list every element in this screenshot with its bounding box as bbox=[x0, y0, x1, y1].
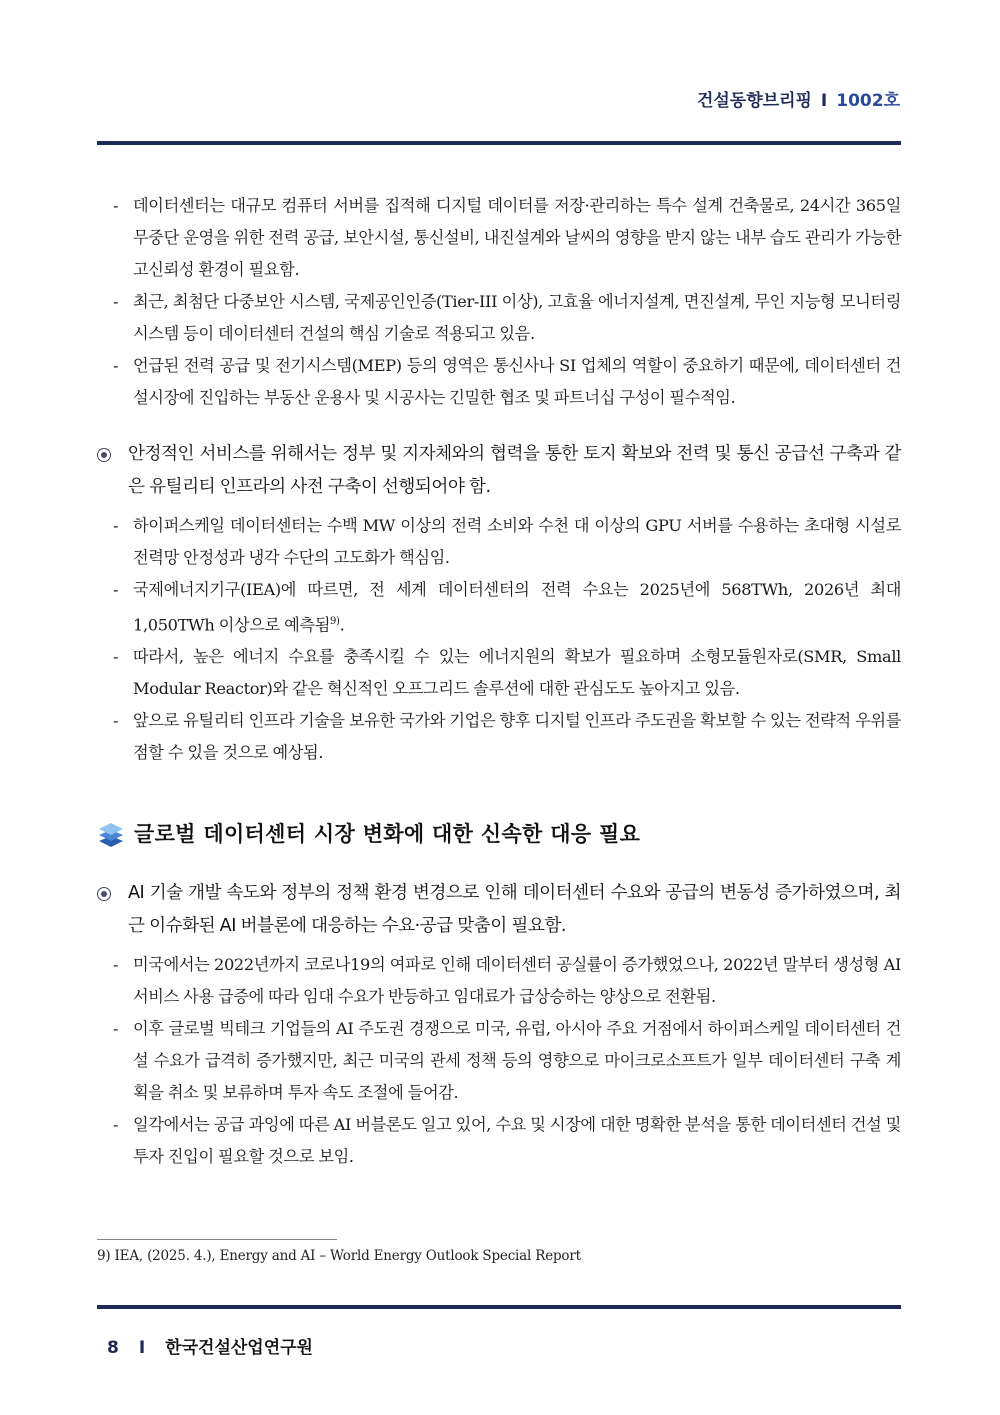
dash-marker: - bbox=[113, 292, 119, 311]
bottom-rule bbox=[97, 1305, 901, 1309]
top-rule bbox=[97, 141, 901, 145]
list-item: - 최근, 최첨단 다중보안 시스템, 국제공인인증(Tier-III 이상), 고효율 에너지설계, 면진설계, 무인 지능형 모니터링 시스템 등이 데이터센터 건설의 핵심 기술로 적용되고 있음. bbox=[97, 286, 901, 350]
list-item: - 앞으로 유틸리티 인프라 기술을 보유한 국가와 기업은 향후 디지털 인프라 주도권을 확보할 수 있는 전략적 우위를 점할 수 있을 것으로 예상됨. bbox=[97, 705, 901, 769]
dash-marker: - bbox=[113, 1115, 119, 1135]
footnote-reference[interactable]: 9) bbox=[330, 616, 340, 627]
section-title: 글로벌 데이터센터 시장 변화에 대한 신속한 대응 필요 bbox=[134, 822, 641, 847]
circle-bullet-icon bbox=[97, 887, 111, 901]
list-item: - 국제에너지기구(IEA)에 따르면, 전 세계 데이터센터의 전력 수요는 2025년에 568TWh, 2026년 최대 1,050TWh 이상으로 예측됨$^{9)}$. bbox=[97, 574, 901, 641]
running-header bbox=[697, 86, 900, 111]
dash-marker: - bbox=[113, 356, 119, 375]
header-separator: I bbox=[820, 91, 828, 111]
list-item: - 일각에서는 공급 과잉에 따른 AI 버블론도 일고 있어, 수요 및 시장에 대한 명확한 분석을 통한 데이터센터 건설 및 투자 진입이 필요할 것으로 보임. bbox=[97, 1109, 901, 1173]
footnote: 9) IEA, (2025. 4.), Energy and AI – World Energy Outlook Special Report bbox=[97, 1248, 581, 1264]
layers-icon bbox=[97, 821, 125, 849]
list-item: - 데이터센터는 대규모 컴퓨터 서버를 집적해 디지털 데이터를 저장·관리하는 특수 설계 건축물로, 24시간 365일 무중단 운영을 위한 전력 공급, 보안시설, 통신설비, 내진설계와 날씨의 영향을 받지 않는 내부 습도 관리가 가능한 고신뢰성 환경이 필요함. bbox=[97, 190, 901, 286]
header-title: 건설동향브리핑 bbox=[696, 91, 812, 111]
list-item: - 하이퍼스케일 데이터센터는 수백 MW 이상의 전력 소비와 수천 대 이상의 GPU 서버를 수용하는 초대형 시설로 전력망 안정성과 냉각 수단의 고도화가 핵심임. bbox=[97, 510, 901, 574]
dash-marker: - bbox=[113, 1019, 119, 1039]
dash-marker: - bbox=[113, 580, 119, 599]
footer-separator: I bbox=[138, 1338, 146, 1358]
circle-bullet-icon bbox=[97, 448, 111, 462]
dash-marker: - bbox=[113, 955, 119, 975]
page-number: 8 bbox=[107, 1338, 119, 1358]
list-item: - 미국에서는 2022년까지 코로나19의 여파로 인해 데이터센터 공실률이 증가했었으나, 2022년 말부터 생성형 AI 서비스 사용 급증에 따라 임대 수요가 반등하고 임대료가 급상승하는 양상으로 전환됨. bbox=[97, 949, 901, 1013]
list-item: - 따라서, 높은 에너지 수요를 충족시킬 수 있는 에너지원의 확보가 필요하며 소형모듈원자로(SMR, Small Modular Reactor)와 같은 혁신적인 오프그리드 솔루션에 대한 관심도도 높아지고 있음. bbox=[97, 641, 901, 705]
page-content bbox=[97, 190, 901, 1173]
list-item: - 이후 글로벌 빅테크 기업들의 AI 주도권 경쟁으로 미국, 유럽, 아시아 주요 거점에서 하이퍼스케일 데이터센터 건설 수요가 급격히 증가했지만, 최근 미국의 관세 정책 등의 영향으로 마이크로소프트가 일부 데이터센터 구축 계획을 취소 및 보류하며 투자 속도 조절에 들어감. bbox=[97, 1013, 901, 1109]
running-footer bbox=[107, 1333, 313, 1358]
dash-marker: - bbox=[113, 647, 119, 667]
key-point: 안정적인 서비스를 위해서는 정부 및 지자체와의 협력을 통한 토지 확보와 전력 및 통신 공급선 구축과 같은 유틸리티 인프라의 사전 구축이 선행되어야 함. bbox=[97, 438, 901, 504]
dash-marker: - bbox=[113, 711, 119, 731]
dash-marker: - bbox=[113, 196, 119, 215]
key-point: AI 기술 개발 속도와 정부의 정책 환경 변경으로 인해 데이터센터 수요와 공급의 변동성 증가하였으며, 최근 이슈화된 AI 버블론에 대응하는 수요·공급 맞춤이 필요함. bbox=[97, 877, 901, 943]
footnote-rule bbox=[97, 1239, 337, 1240]
header-issue: 1002호 bbox=[836, 91, 900, 111]
list-item: - 언급된 전력 공급 및 전기시스템(MEP) 등의 영역은 통신사나 SI 업체의 역할이 중요하기 때문에, 데이터센터 건설시장에 진입하는 부동산 운용사 및 시공사는 긴밀한 협조 및 파트너십 구성이 필수적임. bbox=[97, 350, 901, 414]
dash-marker: - bbox=[113, 516, 119, 535]
organization-name: 한국건설산업연구원 bbox=[165, 1338, 313, 1358]
section-heading bbox=[97, 819, 901, 849]
